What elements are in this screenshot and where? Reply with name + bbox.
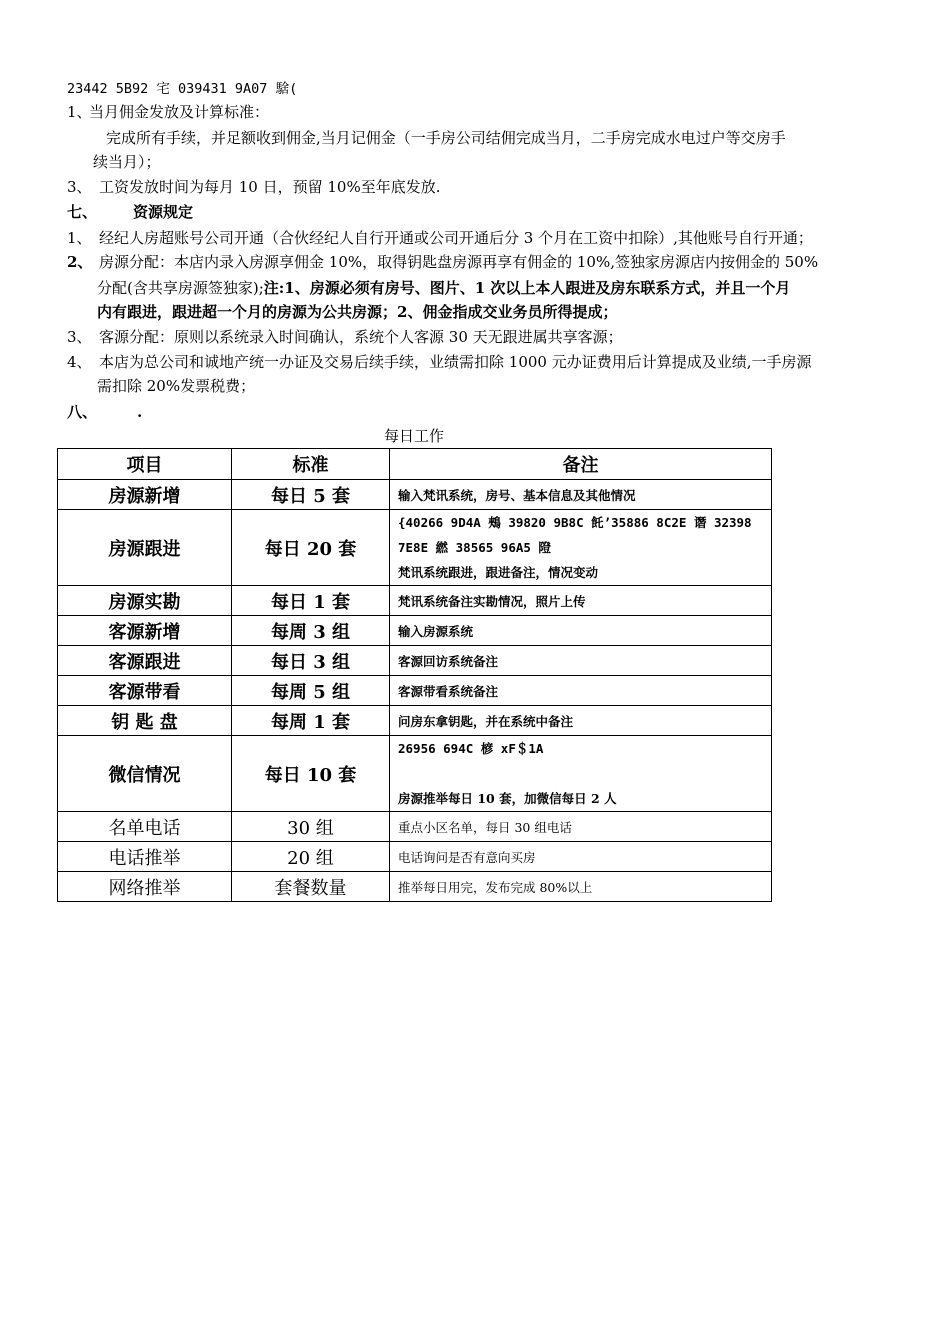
- note-line: 26956 694C 楌 xF＄1A: [398, 741, 544, 756]
- cell-item: 客源新增: [58, 616, 232, 646]
- cell-item: 微信情况: [58, 736, 232, 812]
- note-line: 7E8E 繎 38565 96A5 隥: [398, 540, 551, 555]
- table-row: [58, 480, 772, 510]
- cell-notes: 梵讯系统备注实勘情况，照片上传: [390, 586, 772, 616]
- cell-item: 客源跟进: [58, 646, 232, 676]
- cell-notes: 输入房源系统: [390, 616, 772, 646]
- header-code: 23442 5B92 宅 039431 9A07 騇(: [67, 81, 298, 97]
- table-row: [58, 510, 772, 586]
- section-7-item-2-line2: [97, 277, 790, 299]
- item-1-detail-line2: 续当月）；: [93, 153, 161, 171]
- item-number: 2、: [67, 253, 93, 271]
- cell-item: 钥 匙 盘: [58, 706, 232, 736]
- cell-item: 网络推举: [58, 872, 232, 902]
- table-row: [58, 812, 772, 842]
- table-caption: 每日工作: [383, 427, 444, 445]
- section-title: .: [137, 403, 143, 421]
- note-line: 梵讯系统跟进，跟进备注，情况变动: [398, 565, 599, 580]
- item-number: 1、: [67, 103, 92, 121]
- cell-notes: 输入梵讯系统，房号、基本信息及其他情况: [390, 480, 772, 510]
- daily-work-table: [57, 448, 772, 902]
- section-number: 八、: [67, 403, 98, 421]
- item-3: [67, 176, 441, 198]
- header-notes: 备注: [390, 449, 772, 480]
- item-1: [67, 101, 269, 123]
- item-text: 客源分配：原则以系统录入时间确认，系统个人客源 30 天无跟进属共享客源；: [99, 328, 623, 346]
- cell-notes: 电话询问是否有意向买房: [390, 842, 772, 872]
- cell-standard: 每日 1 套: [232, 586, 390, 616]
- table-row: [58, 736, 772, 812]
- cell-item: 房源新增: [58, 480, 232, 510]
- item-number: 3、: [67, 178, 92, 196]
- cell-notes: [390, 510, 772, 586]
- item-text: 当月佣金发放及计算标准：: [89, 103, 270, 121]
- table-header-row: [58, 449, 772, 480]
- section-7-item-4-line2: 需扣除 20%发票税费；: [97, 377, 256, 395]
- section-7-item-1: [67, 227, 813, 249]
- section-8-heading: [67, 401, 142, 423]
- cell-standard: 套餐数量: [232, 872, 390, 902]
- table-row: [58, 842, 772, 872]
- table-row: [58, 646, 772, 676]
- cell-standard: 每周 1 套: [232, 706, 390, 736]
- section-7-item-3: [67, 326, 623, 348]
- cell-standard: 20 组: [232, 842, 390, 872]
- table-row: [58, 616, 772, 646]
- cell-notes: 重点小区名单，每日 30 组电话: [390, 812, 772, 842]
- item-number: 1、: [67, 229, 92, 247]
- cell-standard: 每周 3 组: [232, 616, 390, 646]
- item-number: 4、: [67, 353, 92, 371]
- cell-item: 房源实勘: [58, 586, 232, 616]
- cell-standard: 每日 10 套: [232, 736, 390, 812]
- cell-notes: 推举每日用完，发布完成 80%以上: [390, 872, 772, 902]
- section-number: 七、: [67, 203, 98, 221]
- section-7-item-2-line3: 内有跟进，跟进超一个月的房源为公共房源；2、佣金指成交业务员所得提成；: [97, 303, 618, 321]
- table-row: [58, 706, 772, 736]
- cell-standard: 30 组: [232, 812, 390, 842]
- item-text: 工资发放时间为每月 10 日，预留 10%至年底发放.: [99, 178, 441, 196]
- cell-notes: [390, 736, 772, 812]
- item-number: 3、: [67, 328, 92, 346]
- table-row: [58, 676, 772, 706]
- cell-standard: 每日 20 套: [232, 510, 390, 586]
- header-standard: 标准: [232, 449, 390, 480]
- item-text: 经纪人房超账号公司开通（合伙经纪人自行开通或公司开通后分 3 个月在工资中扣除）,其他账号自行开通；: [99, 229, 813, 247]
- table-row: [58, 586, 772, 616]
- cell-notes: 客源带看系统备注: [390, 676, 772, 706]
- note-line: {40266 9D4A 鵊 39820 9B8C 飥’35886 8C2E 谮 32398: [398, 515, 752, 530]
- table-row: [58, 872, 772, 902]
- cell-notes: 问房东拿钥匙，并在系统中备注: [390, 706, 772, 736]
- cell-item: 客源带看: [58, 676, 232, 706]
- section-title: 资源规定: [133, 203, 194, 221]
- section-7-heading: [67, 201, 193, 223]
- item-text-normal: 分配(含共享房源签独家);: [97, 279, 264, 297]
- cell-notes: 客源回访系统备注: [390, 646, 772, 676]
- note-line: [398, 761, 771, 786]
- cell-standard: 每日 5 套: [232, 480, 390, 510]
- cell-item: 名单电话: [58, 812, 232, 842]
- item-text-emphasis: 注:1、房源必须有房号、图片、1 次以上本人跟进及房东联系方式，并且一个月: [263, 279, 791, 297]
- section-7-item-2-line1: [67, 251, 818, 273]
- header-item: 项目: [58, 449, 232, 480]
- cell-item: 电话推举: [58, 842, 232, 872]
- item-text: 房源分配：本店内录入房源享佣金 10%，取得钥匙盘房源再享有佣金的 10%,签独家房源店内按佣金的 50%: [99, 253, 819, 271]
- cell-standard: 每周 5 组: [232, 676, 390, 706]
- item-1-detail-line1: 完成所有手续，并足额收到佣金,当月记佣金（一手房公司结佣完成当月，二手房完成水电过户等交房手: [106, 129, 786, 147]
- cell-item: 房源跟进: [58, 510, 232, 586]
- note-line: 房源推举每日 10 套，加微信每日 2 人: [398, 791, 617, 806]
- item-text: 本店为总公司和诚地产统一办证及交易后续手续，业绩需扣除 1000 元办证费用后计算提成及业绩,一手房源: [99, 353, 812, 371]
- section-7-item-4-line1: [67, 351, 811, 373]
- cell-standard: 每日 3 组: [232, 646, 390, 676]
